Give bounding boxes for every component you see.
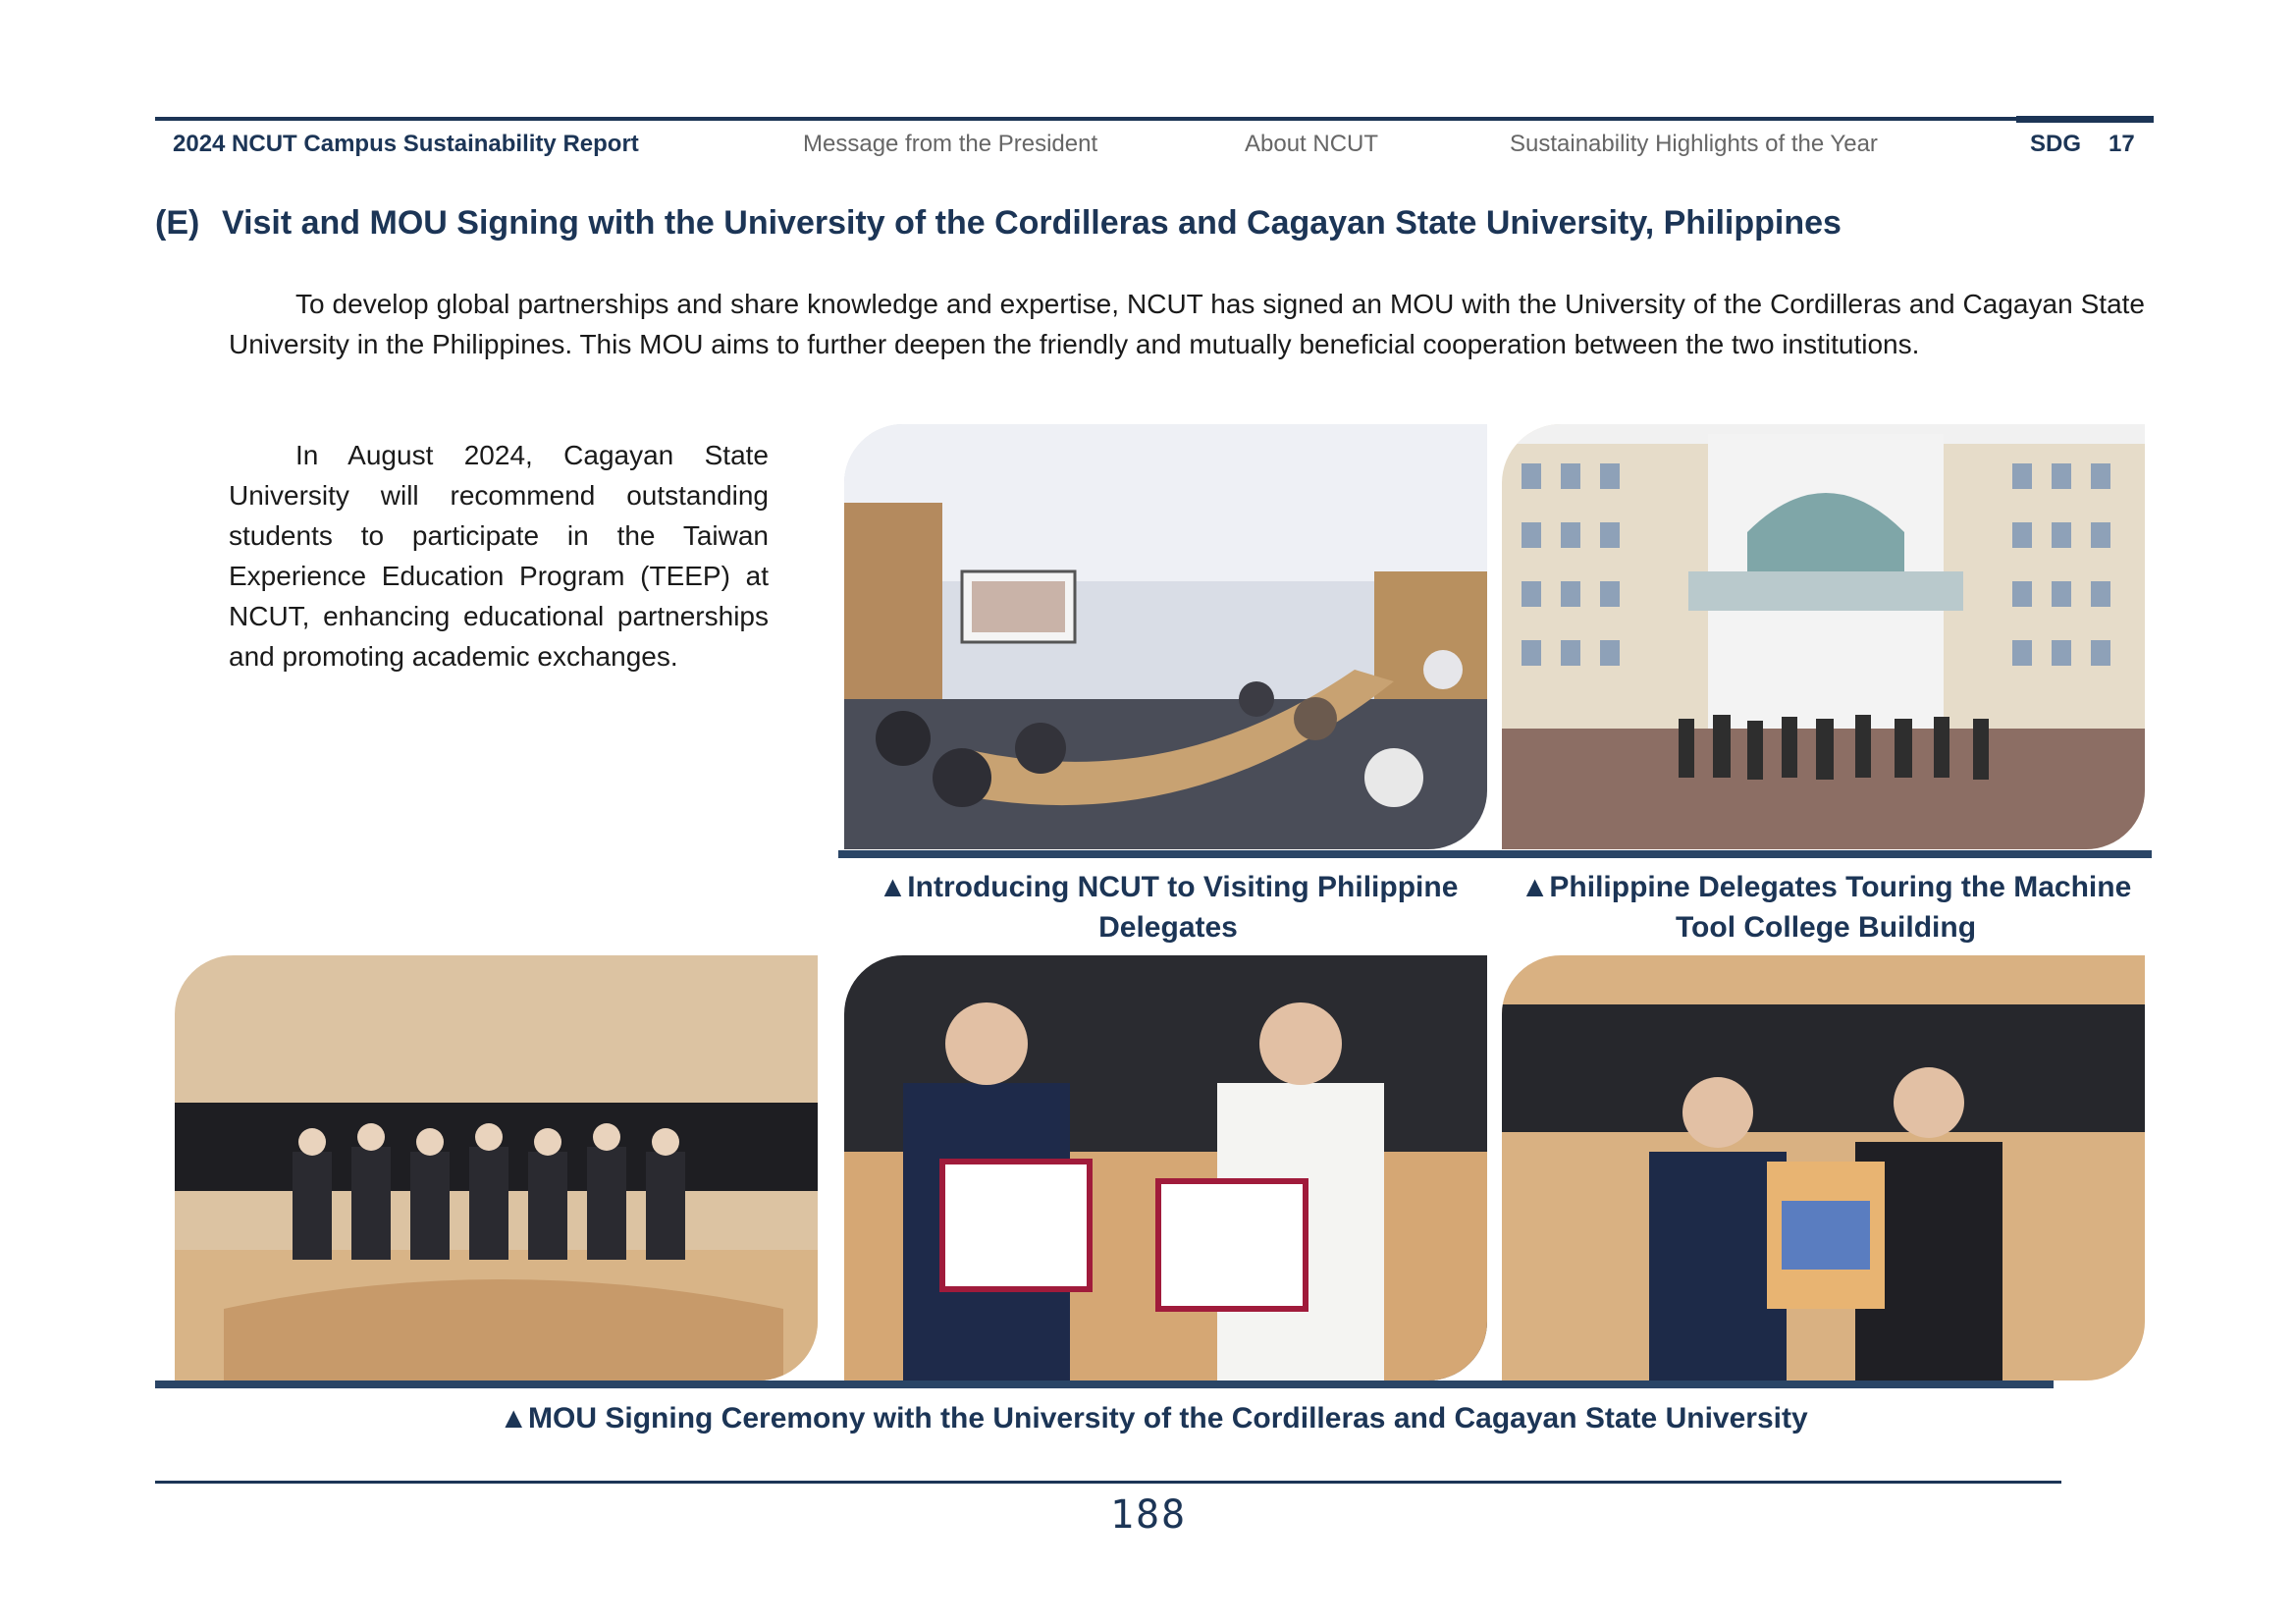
photo-row2-bar (155, 1380, 2054, 1388)
header-rule (155, 117, 2061, 121)
nav-sdg[interactable]: SDG (2030, 131, 2082, 157)
report-title: 2024 NCUT Campus Sustainability Report (173, 131, 639, 157)
teep-paragraph: In August 2024, Cagayan State University will recommend outstanding students to participate in the Taiwan Experience Education Program (TEEP) at NCUT, enhancing educational partnerships and promoting academic exchanges. (229, 440, 769, 672)
photo-group (175, 955, 818, 1380)
intro-paragraph: To develop global partnerships and share knowledge and expertise, NCUT has signed an MOU with the University of the Cordilleras and Cagayan State University in the Philippines. This MOU aims to further deepen the friendly and mutually beneficial cooperation between the two institutions. (229, 289, 2145, 359)
caption-building-tour: ▲Philippine Delegates Touring the Machine Tool College Building (1520, 871, 2132, 944)
section-letter: (E) (155, 204, 200, 242)
caption-introducing-ncut: ▲Introducing NCUT to Visiting Philippine Delegates (878, 871, 1459, 944)
caption-mou-ceremony: ▲MOU Signing Ceremony with the University of the Cordilleras and Cagayan State University (499, 1402, 1808, 1435)
section-title (155, 204, 2079, 243)
header-sdg-accent (2016, 116, 2154, 123)
footer-rule (155, 1481, 2061, 1484)
photo-building-tour (1502, 424, 2145, 849)
nav-sustainability-highlights[interactable]: Sustainability Highlights of the Year (1510, 131, 1878, 157)
section-title-text: Visit and MOU Signing with the University of the Cordilleras and Cagayan State University, Philippines (222, 204, 1842, 242)
nav-about-ncut[interactable]: About NCUT (1245, 131, 1379, 157)
sdg-number: 17 (2109, 131, 2135, 157)
photo-row1-bar (838, 850, 2152, 858)
photo-mou-signing (844, 955, 1487, 1380)
page-number: 188 (1109, 1492, 1188, 1538)
photo-plaque-presentation (1502, 955, 2145, 1380)
photo-meeting-presentation (844, 424, 1487, 849)
nav-message-from-president[interactable]: Message from the President (803, 131, 1098, 157)
